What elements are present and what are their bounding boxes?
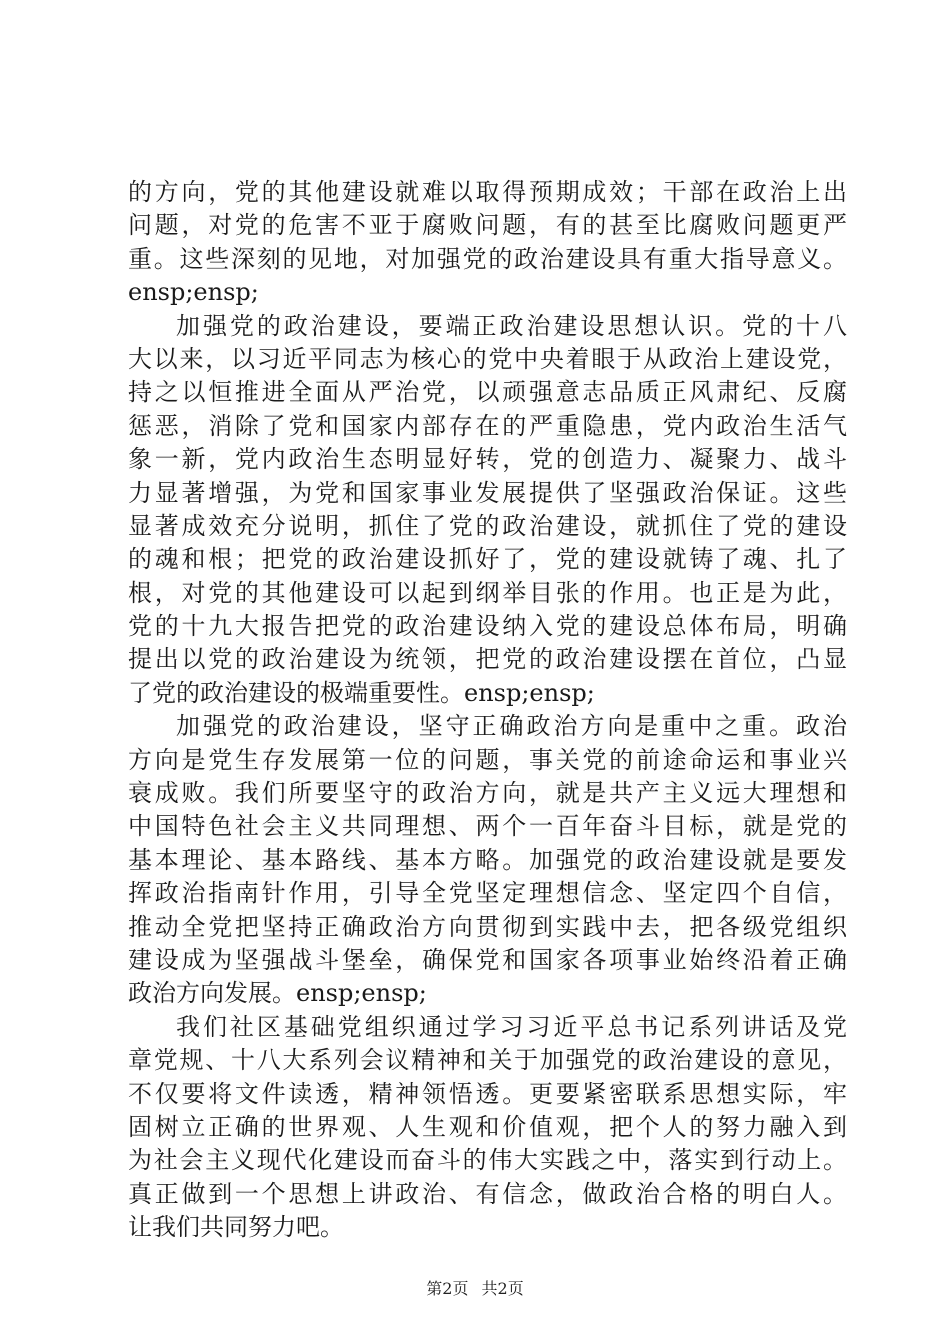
page-footer [0,1276,950,1299]
body-text [128,176,848,1245]
text-line: 持之以恒推进全面从严治党，以顽强意志品质正风肃纪、反腐 [128,378,848,407]
text-line: 加强党的政治建设，坚守正确政治方向是重中之重。政治 [176,712,848,741]
text-line: 章党规、十八大系列会议精神和关于加强党的政治建设的意见， [128,1046,848,1075]
text-line: 中国特色社会主义共同理想、两个一百年奋斗目标，就是党的 [128,812,848,841]
text-line: 力显著增强，为党和国家事业发展提供了坚强政治保证。这些 [128,478,848,507]
text-line: 我们社区基础党组织通过学习习近平总书记系列讲话及党 [176,1012,848,1041]
text-line: 党的十九大报告把党的政治建设纳入党的建设总体布局，明确 [128,612,848,641]
text-line: 的魂和根；把党的政治建设抓好了，党的建设就铸了魂、扎了 [128,545,848,574]
text-line: 为社会主义现代化建设而奋斗的伟大实践之中，落实到行动上。 [128,1146,848,1175]
text-line: 大以来，以习近平同志为核心的党中央着眼于从政治上建设党， [128,344,848,373]
text-line: 的方向，党的其他建设就难以取得预期成效；干部在政治上出 [128,178,848,206]
text-line: 挥政治指南针作用，引导全党坚定理想信念、坚定四个自信， [128,879,848,908]
page-total: 共2页 [481,1279,524,1298]
text-line: 让我们共同努力吧。 [128,1213,344,1242]
text-line: 显著成效充分说明，抓住了党的政治建设，就抓住了党的建设 [128,511,848,540]
text-line: 方向是党生存发展第一位的问题，事关党的前途命运和事业兴 [128,745,848,774]
text-line: 真正做到一个思想上讲政治、有信念，做政治合格的明白人。 [128,1179,848,1208]
text-line: 固树立正确的世界观、人生观和价值观，把个人的努力融入到 [128,1112,848,1141]
text-line: 政治方向发展。ensp;ensp; [128,979,427,1008]
text-line: 建设成为坚强战斗堡垒，确保党和国家各项事业始终沿着正确 [128,945,848,974]
text-line: 加强党的政治建设，要端正政治建设思想认识。党的十八 [176,311,848,340]
text-line: 问题，对党的危害不亚于腐败问题，有的甚至比腐败问题更严 [128,211,848,240]
text-line: 推动全党把坚持正确政治方向贯彻到实践中去，把各级党组织 [128,912,848,941]
text-line: 惩恶，消除了党和国家内部存在的严重隐患，党内政治生活气 [128,411,848,440]
text-line: ensp;ensp; [128,278,259,307]
text-line: 象一新，党内政治生态明显好转，党的创造力、凝聚力、战斗 [128,445,848,474]
text-line: 提出以党的政治建设为统领，把党的政治建设摆在首位，凸显 [128,645,848,674]
text-line: 根，对党的其他建设可以起到纲举目张的作用。也正是为此， [128,578,848,607]
text-line: 不仅要将文件读透，精神领悟透。更要紧密联系思想实际，牢 [128,1079,848,1108]
text-line: 重。这些深刻的见地，对加强党的政治建设具有重大指导意义。 [128,244,848,273]
text-line: 了党的政治建设的极端重要性。ensp;ensp; [128,678,595,707]
text-line: 基本理论、基本路线、基本方略。加强党的政治建设就是要发 [128,845,848,874]
text-line: 衰成败。我们所要坚守的政治方向，就是共产主义远大理想和 [128,779,848,808]
page-number: 第2页 [426,1279,469,1298]
